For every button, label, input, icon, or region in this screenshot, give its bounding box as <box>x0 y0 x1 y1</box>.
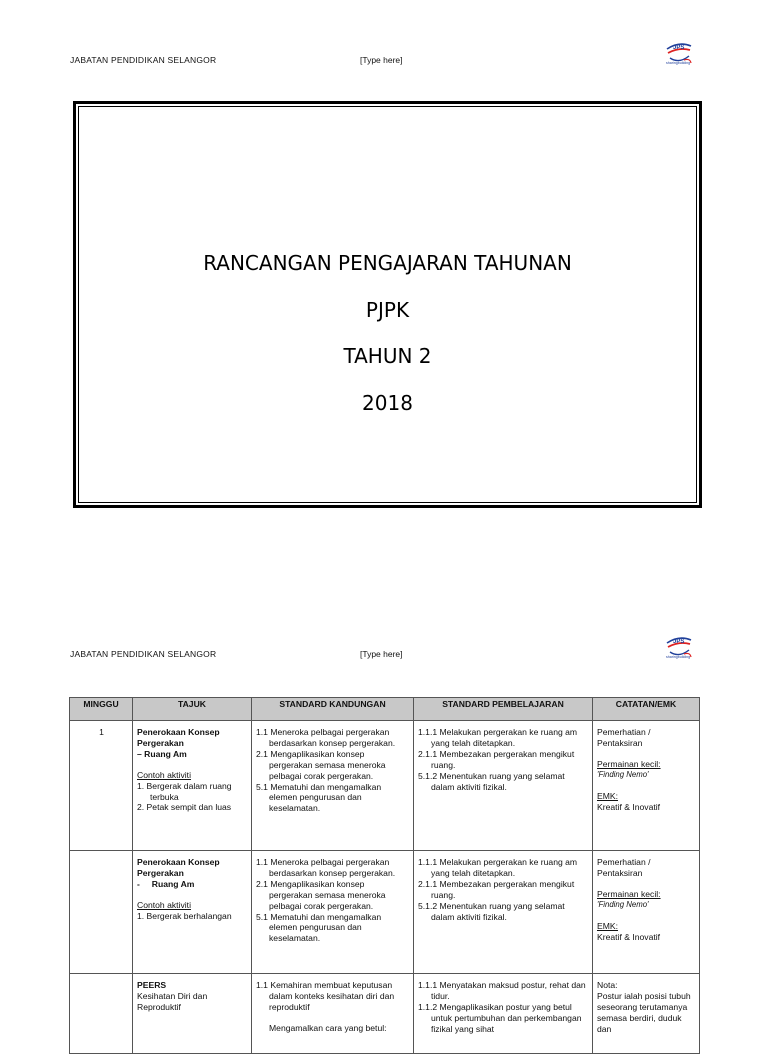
cell-standard-pembelajaran <box>414 974 593 1054</box>
cover-year-level: TAHUN 2 <box>343 344 432 368</box>
sk-item: 5.1 Mematuhi dan mengamalkan elemen pengurusan dan keselamatan. <box>256 781 382 814</box>
cell-standard-pembelajaran <box>414 851 593 974</box>
sk-item: 2.1 Mengaplikasikan konsep pergerakan semasa meneroka pelbagai corak pergerakan. <box>256 748 386 781</box>
game-name: 'Finding Nemo' <box>597 899 649 909</box>
cell-tajuk <box>133 974 252 1054</box>
header-placeholder[interactable]: [Type here] <box>360 55 403 65</box>
catatan-text: Pentaksiran <box>597 867 643 878</box>
table-row <box>70 721 700 851</box>
tajuk-subtitle: – Ruang Am <box>137 748 187 759</box>
cover-title: RANCANGAN PENGAJARAN TAHUNAN <box>203 251 572 275</box>
cell-catatan <box>593 851 700 974</box>
cell-catatan <box>593 974 700 1054</box>
rpt-table <box>69 697 700 1054</box>
tajuk-line: Kesihatan Diri dan <box>137 990 208 1001</box>
jps-logo <box>664 633 694 663</box>
header-org: JABATAN PENDIDIKAN SELANGOR <box>70 55 217 65</box>
catatan-text: Nota: <box>597 980 618 990</box>
col-header-standard-pembelajaran: STANDARD PEMBELAJARAN <box>414 698 593 721</box>
sp-item: 1.1.1 Melakukan pergerakan ke ruang am yang telah ditetapkan. <box>418 727 578 748</box>
cover-subject: PJPK <box>365 298 410 322</box>
sk-item: 5.1 Mematuhi dan mengamalkan elemen pengurusan dan keselamatan. <box>256 911 382 944</box>
game-name: 'Finding Nemo' <box>597 769 649 779</box>
tajuk-title: Penerokaan Konsep <box>137 857 220 867</box>
contoh-aktiviti-label: Contoh aktiviti <box>137 899 191 910</box>
catatan-text: Pentaksiran <box>597 737 643 748</box>
catatan-text: Pemerhatian / <box>597 727 651 737</box>
logo-text: JPS <box>673 45 685 51</box>
col-header-catatan-emk: CATATAN/EMK <box>593 698 700 721</box>
cell-standard-kandungan <box>252 721 414 851</box>
sk-item: 1.1 Meneroka pelbagai pergerakan berdasarkan konsep pergerakan. <box>256 857 396 878</box>
cover-box <box>73 101 702 508</box>
sk-item: 2.1 Mengaplikasikan konsep pergerakan semasa meneroka pelbagai corak pergerakan. <box>256 878 386 911</box>
page-header <box>0 45 768 95</box>
tajuk-title: PEERS <box>137 980 167 990</box>
sp-item: 1.1.2 Mengaplikasikan postur yang betul untuk pertumbuhan dan perkembangan fizikal yang sihat <box>418 1001 582 1034</box>
cell-standard-kandungan <box>252 851 414 974</box>
cover-year: 2018 <box>362 391 413 415</box>
cell-standard-pembelajaran <box>414 721 593 851</box>
tajuk-title-2: Pergerakan <box>137 737 184 748</box>
catatan-text: Pemerhatian / <box>597 857 651 867</box>
aktiviti-item: 2. Petak sempit dan luas <box>137 802 232 813</box>
col-header-minggu: MINGGU <box>70 698 133 721</box>
catatan-text: Postur ialah posisi tubuh seseorang terutamanya semasa berdiri, duduk dan <box>597 990 691 1034</box>
emk-value: Kreatif & Inovatif <box>597 801 661 812</box>
logo-tagline: sharingbuilding <box>666 655 691 659</box>
sp-item: 2.1.1 Membezakan pergerakan mengikut ruang. <box>418 878 575 900</box>
sp-item: 5.1.2 Menentukan ruang yang selamat dalam aktiviti fizikal. <box>418 770 565 792</box>
tajuk-subtitle: - Ruang Am <box>137 878 195 889</box>
jps-logo <box>664 39 694 69</box>
sp-item: 1.1.1 Menyatakan maksud postur, rehat dan tidur. <box>418 980 586 1001</box>
sp-item: 5.1.2 Menentukan ruang yang selamat dalam aktiviti fizikal. <box>418 900 565 922</box>
emk-label: EMK: <box>597 920 619 931</box>
col-header-tajuk: TAJUK <box>133 698 252 721</box>
cell-minggu: 1 <box>70 721 133 851</box>
sk-item: Mengamalkan cara yang betul: <box>269 1022 387 1033</box>
table-header-row <box>70 698 700 721</box>
logo-tagline: sharingbuilding <box>666 61 691 65</box>
col-header-standard-kandungan: STANDARD KANDUNGAN <box>252 698 414 721</box>
permainan-label: Permainan kecil: <box>597 758 661 769</box>
contoh-aktiviti-label: Contoh aktiviti <box>137 769 191 780</box>
sp-item: 1.1.1 Melakukan pergerakan ke ruang am yang telah ditetapkan. <box>418 857 578 878</box>
cell-tajuk <box>133 851 252 974</box>
tajuk-title: Penerokaan Konsep <box>137 727 220 737</box>
table-row <box>70 974 700 1054</box>
tajuk-title-2: Pergerakan <box>137 867 184 878</box>
emk-value: Kreatif & Inovatif <box>597 931 661 942</box>
aktiviti-item: 1. Bergerak berhalangan <box>137 910 232 921</box>
page-header-2 <box>0 639 768 689</box>
header-placeholder[interactable]: [Type here] <box>360 649 403 659</box>
cell-catatan <box>593 721 700 851</box>
header-org: JABATAN PENDIDIKAN SELANGOR <box>70 649 217 659</box>
cell-standard-kandungan <box>252 974 414 1054</box>
emk-label: EMK: <box>597 790 619 801</box>
sk-item: 1.1 Meneroka pelbagai pergerakan berdasarkan konsep pergerakan. <box>256 727 396 748</box>
table-row <box>70 851 700 974</box>
tajuk-line: Reproduktif <box>137 1001 181 1012</box>
aktiviti-item: 1. Bergerak dalam ruang terbuka <box>137 780 232 802</box>
sk-item: 1.1 Kemahiran membuat keputusan dalam konteks kesihatan diri dan reproduktif <box>256 980 395 1012</box>
permainan-label: Permainan kecil: <box>597 888 661 899</box>
logo-text: JPS <box>673 639 685 645</box>
cell-minggu <box>70 851 133 974</box>
sp-item: 2.1.1 Membezakan pergerakan mengikut ruang. <box>418 748 575 770</box>
cell-minggu <box>70 974 133 1054</box>
cell-tajuk <box>133 721 252 851</box>
